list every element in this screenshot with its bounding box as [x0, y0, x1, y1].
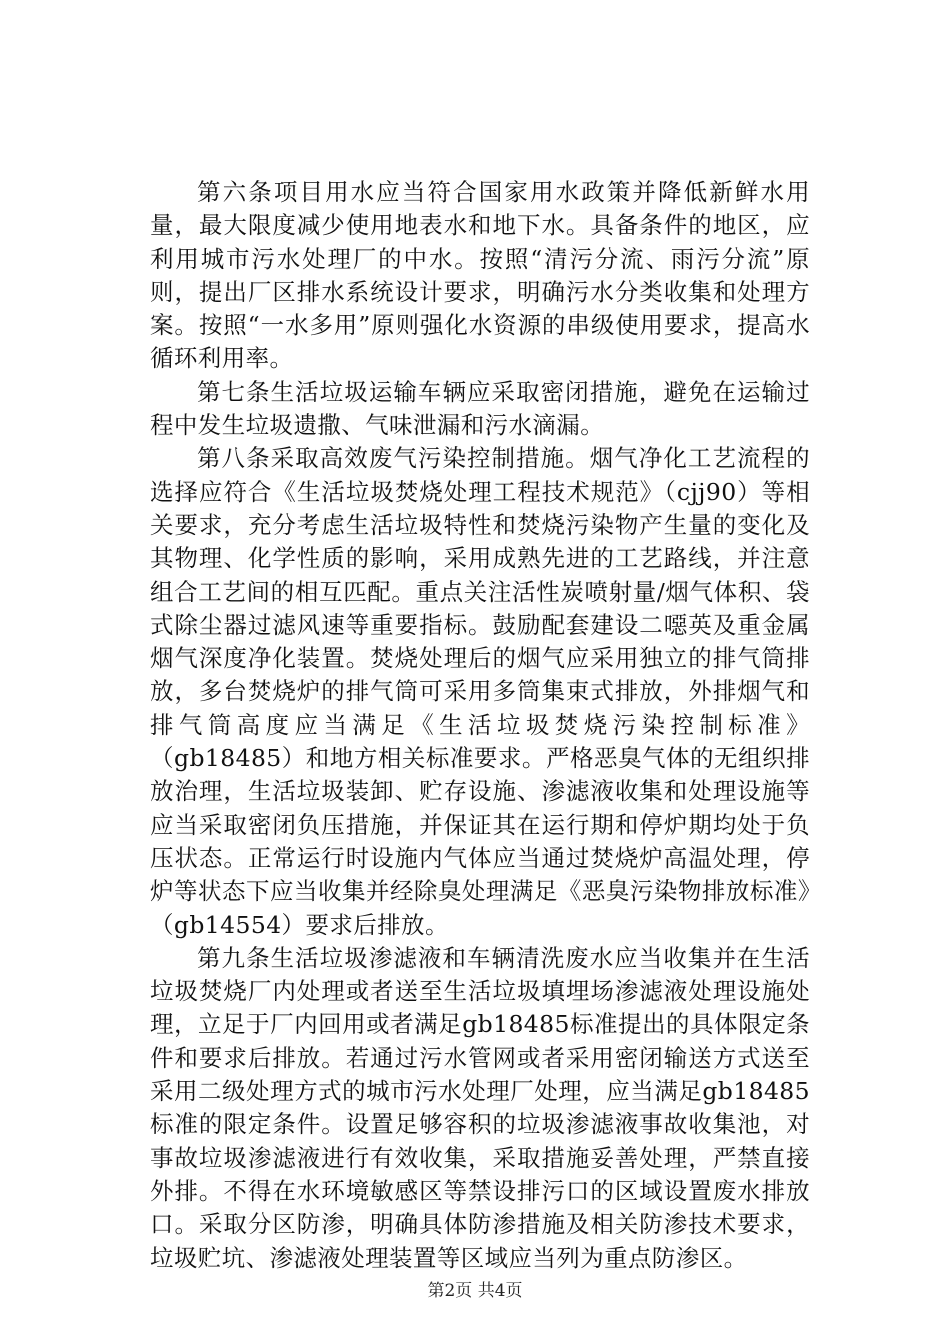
paragraph-article-7: 第七条生活垃圾运输车辆应采取密闭措施，避免在运输过程中发生垃圾遗撒、气味泄漏和污水滴漏。 — [150, 377, 810, 440]
page-footer: 第2页 共4页 — [427, 1281, 523, 1301]
paragraph-article-9: 第九条生活垃圾渗滤液和车辆清洗废水应当收集并在生活垃圾焚烧厂内处理或者送至生活垃圾填埋场渗滤液处理设施处理，立足于厂内回用或者满足gb18485标准提出的具体限定条件和要求后排放。若通过污水管网或者采用密闭输送方式送至采用二级处理方式的城市污水处理厂处理，应当满足gb18485标准的限定条件。设置足够容积的垃圾渗滤液事故收集池，对事故垃圾渗滤液进行有效收集，采取措施妥善处理，严禁直接外排。不得在水环境敏感区等禁设排污口的区域设置废水排放口。采取分区防渗，明确具体防渗措施及相关防渗技术要求，垃圾贮坑、渗滤液处理装置等区域应当列为重点防渗区。 — [150, 943, 810, 1272]
document-body — [150, 176, 810, 1275]
paragraph-article-8: 第八条采取高效废气污染控制措施。烟气净化工艺流程的选择应符合《生活垃圾焚烧处理工程技术规范》（cjj90）等相关要求，充分考虑生活垃圾特性和焚烧污染物产生量的变化及其物理、化学性质的影响，采用成熟先进的工艺路线，并注意组合工艺间的相互匹配。重点关注活性炭喷射量/烟气体积、袋式除尘器过滤风速等重要指标。鼓励配套建设二噁英及重金属烟气深度净化装置。焚烧处理后的烟气应采用独立的排气筒排放，多台焚烧炉的排气筒可采用多筒集束式排放，外排烟气和排气筒高度应当满足《生活垃圾焚烧污染控制标准》（gb18485）和地方相关标准要求。严格恶臭气体的无组织排放治理，生活垃圾装卸、贮存设施、渗滤液收集和处理设施等应当采取密闭负压措施，并保证其在运行期和停炉期均处于负压状态。正常运行时设施内气体应当通过焚烧炉高温处理，停炉等状态下应当收集并经除臭处理满足《恶臭污染物排放标准》（gb14554）要求后排放。 — [150, 444, 810, 939]
paragraph-article-6: 第六条项目用水应当符合国家用水政策并降低新鲜水用量，最大限度减少使用地表水和地下水。具备条件的地区，应利用城市污水处理厂的中水。按照“清污分流、雨污分流”原则，提出厂区排水系统设计要求，明确污水分类收集和处理方案。按照“一水多用”原则强化水资源的串级使用要求，提高水循环利用率。 — [150, 178, 810, 373]
